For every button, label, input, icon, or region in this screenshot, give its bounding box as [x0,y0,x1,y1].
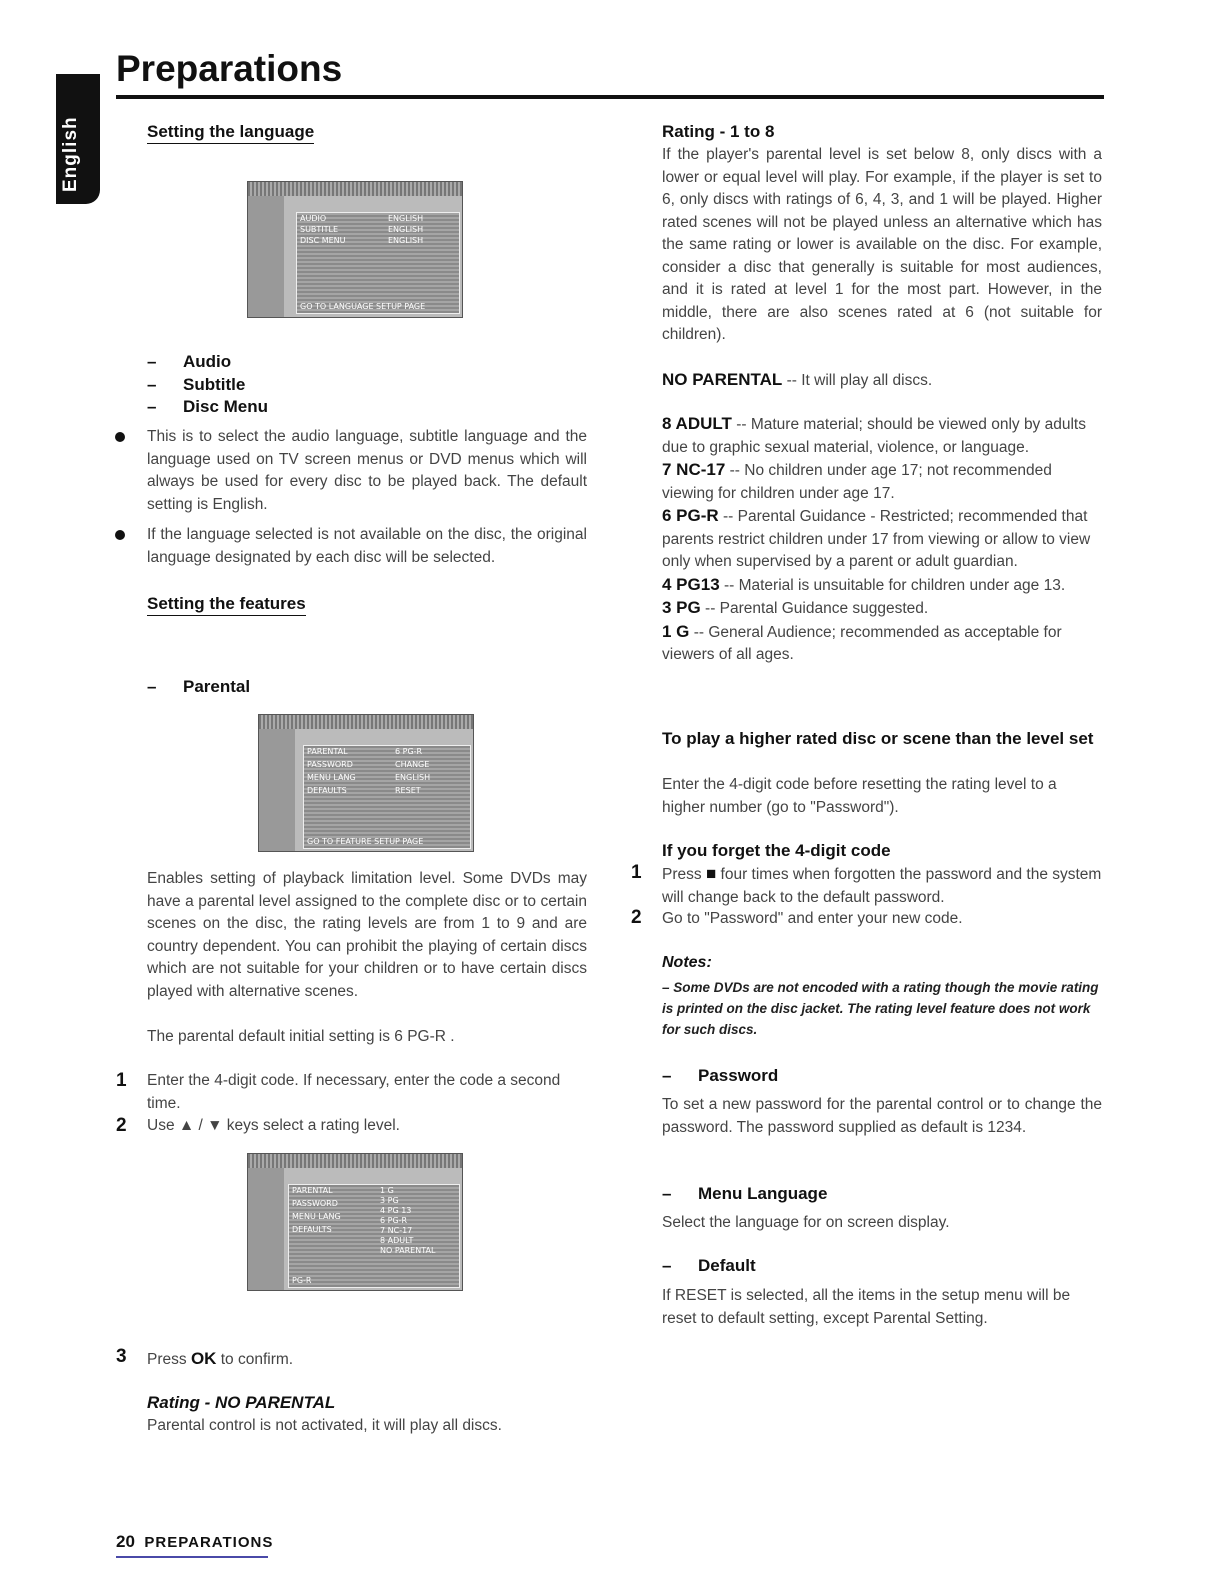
default-text: If RESET is selected, all the items in the setup menu will be reset to default setting, except Parental Setting. [662,1287,1071,1327]
screen-option: 8 ADULT [380,1236,414,1245]
footer-rule [116,1556,268,1558]
page-number: 20 [116,1532,135,1551]
bullet-icon [115,530,125,540]
language-bullet-2: If the language selected is not available on the disc, the original language designated by each disc will be selected. [147,526,587,566]
screen-row: DISC MENU [300,236,346,245]
notes-heading: Notes: [662,954,712,971]
step-number: 1 [631,862,642,883]
rating-item: 4 PG13 -- Material is unsuitable for children under age 13. [662,574,1066,594]
screen-value: 6 PG-R [395,747,423,756]
rating-select-screenshot [247,1153,463,1291]
parental-step-3: Press OK to confirm. [147,1349,294,1368]
screen-sidebar [259,729,295,851]
step-number: 2 [631,907,642,928]
rating-item: 1 G -- General Audience; recommended as acceptable for viewers of all ages. [662,621,1062,663]
rating-1-8-text: If the player's parental level is set below 8, only discs with a lower or equal level will play. For example, if the player is set to 6, only discs with ratings of 6, 4, 3, and 1 will be played. Higher rated scenes will not be played unless an alternative which has the same rating or lower is available on the disc. For example, consider a disc that generally is suitable for most audiences, and it is rated at level 1 for the most part. However, in the middle, there are also scenes rated at 6 (not suitable for children). [662,146,1102,343]
setting-features-heading: Setting the features [147,594,306,616]
screen-footer: GO TO FEATURE SETUP PAGE [307,837,424,846]
screen-row: AUDIO [300,214,327,223]
screen-row: SUBTITLE [300,225,339,234]
rating-item: 6 PG-R -- Parental Guidance - Restricted; recommended that parents restrict children under 17 from viewing or allow to view only when supervised by a parent or adult guardian. [662,506,1091,570]
screen-topbar [248,1154,462,1168]
screen-value: ENGLISH [388,236,424,245]
higher-rated-text: Enter the 4-digit code before resetting the rating level to a higher number (go to "Password"). [662,776,1057,816]
screen-value: CHANGE [395,760,430,769]
rating-no-parental-text: Parental control is not activated, it will play all discs. [147,1417,502,1434]
title-rule [116,95,1104,99]
screen-option: 7 NC-17 [380,1226,413,1235]
screen-option: 4 PG 13 [380,1206,412,1215]
footer-section: PREPARATIONS [144,1534,274,1551]
menu-language-text: Select the language for on screen display. [662,1214,950,1231]
screen-sidebar [248,196,284,317]
step-number: 3 [116,1346,127,1367]
feature-setup-screenshot [258,714,474,852]
parental-description: Enables setting of playback limitation level. Some DVDs may have a parental level assigned to the complete disc or to certain scenes on the disc, the rating levels are from 1 to 9 and are country dependent. You can prohibit the playing of certain discs which are not suitable for your children or to have certain discs played with alternative scenes. [147,870,587,1000]
language-setup-screenshot [247,181,463,318]
list-item-audio: – Audio [147,352,232,371]
step-number: 2 [116,1115,127,1136]
screen-option: 1 G [380,1186,394,1195]
screen-sidebar [248,1168,284,1290]
screen-option: 3 PG [380,1196,399,1205]
screen-row: MENU LANG [292,1212,341,1221]
page-title: Preparations [116,48,343,89]
screen-option: 6 PG-R [380,1216,408,1225]
language-side-tab [56,74,100,204]
screen-value: ENGLISH [388,225,424,234]
bullet-icon [115,432,125,442]
parental-step-1: Enter the 4-digit code. If necessary, enter the code a second time. [147,1072,561,1112]
list-item-default: – Default [662,1256,756,1275]
screen-row: PARENTAL [307,747,348,756]
rating-item: 3 PG -- Parental Guidance suggested. [662,598,929,617]
screen-row: PASSWORD [307,760,353,769]
rating-item: 7 NC-17 -- No children under age 17; not recommended viewing for children under age 17. [662,460,1052,502]
list-item-menu-language: – Menu Language [662,1184,828,1203]
stop-icon: ■ [705,864,717,883]
screen-footer: GO TO LANGUAGE SETUP PAGE [300,302,426,311]
notes-text: – Some DVDs are not encoded with a rating though the movie rating is printed on the disc jacket. The rating level feature does not work for such discs. [662,980,1099,1037]
parental-default-line: The parental default initial setting is 6 PG-R . [147,1028,455,1045]
screen-value: ENGLISH [395,773,431,782]
screen-option: NO PARENTAL [380,1246,436,1255]
screen-topbar [259,715,473,729]
forget-step-1: Press ■ four times when forgotten the password and the system will change back to the default password. [662,864,1102,906]
screen-topbar [248,182,462,196]
rating-no-parental-heading: Rating - NO PARENTAL [147,1393,336,1412]
no-parental-line: NO PARENTAL -- It will play all discs. [662,370,933,389]
parental-step-2: Use ▲ / ▼ keys select a rating level. [147,1117,400,1134]
rating-1-8-heading: Rating - 1 to 8 [662,122,775,141]
list-item-parental: – Parental [147,677,251,696]
screen-value: RESET [395,786,421,795]
screen-row: DEFAULTS [307,786,347,795]
higher-rated-heading: To play a higher rated disc or scene than the level set [662,729,1094,748]
screen-row: PARENTAL [292,1186,333,1195]
rating-item: 8 ADULT -- Mature material; should be viewed only by adults due to graphic sexual material, violence, or language. [662,414,1086,456]
screen-footer: PG-R [292,1276,312,1285]
screen-row: MENU LANG [307,773,356,782]
step-number: 1 [116,1070,127,1091]
list-item-disc-menu: – Disc Menu [147,397,269,416]
screen-row: PASSWORD [292,1199,338,1208]
screen-value: ENGLISH [388,214,424,223]
password-text: To set a new password for the parental control or to change the password. The password supplied as default is 1234. [662,1096,1102,1136]
forget-code-heading: If you forget the 4-digit code [662,841,891,860]
list-item-subtitle: – Subtitle [147,375,246,394]
list-item-password: – Password [662,1066,779,1085]
page-footer [116,1532,273,1552]
setting-language-heading: Setting the language [147,122,314,144]
language-bullet-1: This is to select the audio language, subtitle language and the language used on TV screen menus or DVD menus which will always be used for every disc to be played back. The default setting is English. [147,428,587,513]
ratings-list [662,413,1102,667]
forget-step-2: Go to "Password" and enter your new code. [662,910,963,927]
side-tab-label: English [60,116,81,192]
screen-row: DEFAULTS [292,1225,332,1234]
